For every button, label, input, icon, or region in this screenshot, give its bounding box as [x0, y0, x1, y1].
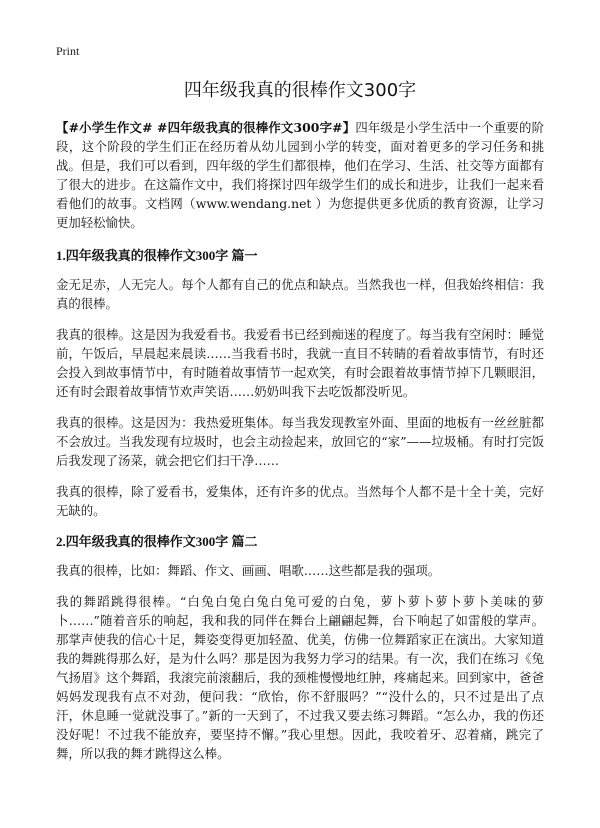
section-heading: 2.四年级我真的很棒作文300字 篇二: [56, 534, 258, 549]
body-paragraph: 我真的很棒。这是因为我爱看书。我爱看书已经到痴迷的程度了。每当我有空闲时：睡觉前，午饭后，早晨起来晨读……当我看书时，我就一直目不转睛的看着故事情节，有时还会投入到故事情节中，有时随着故事情节一起欢笑，有时会跟着故事情节掉下几颗眼泪，还有时会跟着故事情节欢声笑语……奶奶叫我下去吃饭都没听见。: [56, 327, 544, 399]
body-paragraph: 我的舞蹈跳得很棒。“白兔白兔白兔白兔可爱的白兔，萝卜萝卜萝卜萝卜美味的萝卜……”随着音乐的响起，我和我的同伴在舞台上翩翩起舞，台下响起了如雷般的掌声。那掌声使我的信心十足，舞姿变得更加轻盈、优美，仿佛一位舞蹈家正在演出。大家知道我的舞跳得那么好，是为什么吗？那是因为我努力学习的结果。有一次，我们在练习《兔气扬眉》这个舞蹈，我滚完前滚翻后，我的颈椎慢慢地红肿，疼痛起来。回到家中，爸爸妈妈发现我有点不对劲，便问我：“欣怡，你不舒服吗？”“没什么的，只不过是出了点汗，休息睡一觉就没事了。”新的一天到了，不过我又要去练习舞蹈。“怎么办，我的伤还没好呢！不过我不能放弃，要坚持不懈。”我心里想。因此，我咬着牙、忍着痛，跳完了舞，所以我的舞才跳得这么棒。: [56, 594, 544, 761]
section-2: [56, 532, 544, 763]
intro-paragraph: [56, 118, 544, 232]
document-title: 四年级我真的很棒作文300字: [183, 80, 417, 101]
section-heading: 1.四年级我真的很棒作文300字 篇一: [56, 248, 258, 263]
body-paragraph: 我真的很棒，除了爱看书，爱集体，还有许多的优点。当然每个人都不是十全十美，完好无缺的。: [56, 484, 544, 518]
section-1: [56, 246, 544, 520]
body-paragraph: 我真的很棒。这是因为：我热爱班集体。每当我发现教室外面、里面的地板有一丝丝脏都不会放过。当我发现有垃圾时，也会主动捡起来，放回它的“家”——垃圾桶。有时打完饭后我发现了汤菜，就会把它们扫干净……: [56, 415, 544, 468]
intro-text: 四年级是小学生活中一个重要的阶段，这个阶段的学生们正在经历着从幼儿园到小学的转变，面对着更多的学习任务和挑战。但是，我们可以看到，四年级的学生们都很棒，他们在学习、生活、社交等方面都有了很大的进步。在这篇作文中，我们将探讨四年级学生们的成长和进步，让我们一起来看看他们的故事。文档网（www.wendang.net ）为您提供更多优质的教育资源，让学习更加轻松愉快。: [56, 120, 544, 230]
body-paragraph: 金无足赤，人无完人。每个人都有自己的优点和缺点。当然我也一样，但我始终相信：我真的很棒。: [56, 277, 544, 311]
intro-tags: 【#小学生作文# #四年级我真的很棒作文300字#】: [56, 120, 356, 135]
body-paragraph: 我真的很棒，比如：舞蹈、作文、画画、唱歌……这些都是我的强项。: [56, 563, 441, 578]
print-label: Print: [56, 44, 80, 58]
